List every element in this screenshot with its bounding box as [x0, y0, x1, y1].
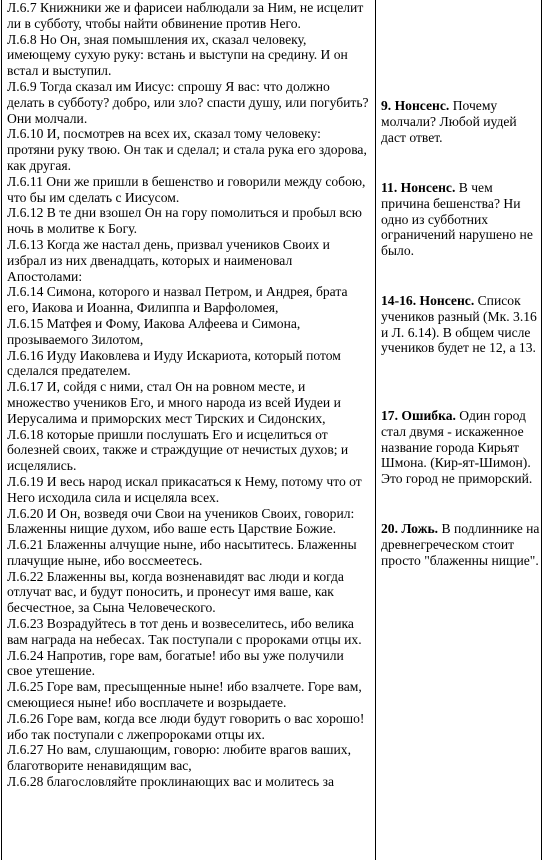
verse-6-16: Л.6.16 Иуду Иаковлева и Иуду Искариота, который потом сделался предателем.	[7, 347, 341, 379]
verse-6-24: Л.6.24 Напротив, горе вам, богатые! ибо вы уже получили свое утешение.	[7, 647, 344, 679]
verse-6-26: Л.6.26 Горе вам, когда все люди будут говорить о вас хорошо! ибо так поступали с лжепророками отцы их.	[7, 710, 365, 742]
verse-6-28: Л.6.28 благословляйте проклинающих вас и молитесь за	[7, 774, 335, 790]
note-11	[381, 180, 541, 259]
note-text: Один город стал двумя - искаженное название города Кирьят Шмона. (Кир-ят-Шимон). Это город не приморский.	[381, 408, 533, 487]
note-label: 9. Нонсенс.	[381, 98, 450, 113]
verse-column	[7, 0, 369, 790]
note-text: В чем причина бешенства? Ни одно из субботних ограничений нарушено не было.	[381, 180, 533, 259]
verse-6-25: Л.6.25 Горе вам, пресыщенные ныне! ибо взалчете. Горе вам, смеющиеся ныне! ибо восплачете и возрыдаете.	[7, 679, 362, 711]
verse-6-8: Л.6.8 Но Он, зная помышления их, сказал человеку, имеющему сухую руку: встань и выступи на средину. И он встал и выступил.	[7, 31, 348, 79]
note-text: Список учеников разный (Мк. 3.16 и Л. 6.14). В общем числе учеников будет не 12, а 13.	[381, 293, 537, 356]
note-label: 14-16. Нонсенс.	[381, 293, 475, 308]
note-label: 20. Ложь.	[381, 521, 439, 536]
verse-6-13: Л.6.13 Когда же настал день, призвал учеников Своих и избрал из них двенадцать, которых и наименовал Апостолами:	[7, 236, 330, 284]
verse-6-7: Л.6.7 Книжники же и фарисеи наблюдали за Ним, не исцелит ли в субботу, чтобы найти обвинение против Него.	[7, 0, 364, 31]
note-text: В подлиннике на древнегреческом стоит просто "блаженны нищие".	[381, 521, 540, 568]
note-17	[381, 408, 541, 487]
verse-6-12: Л.6.12 В те дни взошел Он на гору помолиться и пробыл всю ночь в молитве к Богу.	[7, 205, 362, 237]
note-text: Почему молчали? Любой иудей даст ответ.	[381, 98, 517, 145]
verse-6-22: Л.6.22 Блаженны вы, когда возненавидят вас люди и когда отлучат вас, и будут поносить, и пронесут имя ваше, как бесчестное, за Сына Человеческого.	[7, 568, 344, 616]
note-label: 17. Ошибка.	[381, 408, 456, 423]
verse-6-9: Л.6.9 Тогда сказал им Иисус: спрошу Я вас: что должно делать в субботу? добро, или зло? спасти душу, или погубить? Они молчали.	[7, 78, 369, 126]
verse-6-21: Л.6.21 Блаженны алчущие ныне, ибо насытитесь. Блаженны плачущие ныне, ибо воссмеетесь.	[7, 537, 357, 568]
verse-6-27: Л.6.27 Но вам, слушающим, говорю: любите врагов ваших, благотворите ненавидящим вас,	[7, 742, 351, 774]
column-divider	[375, 0, 376, 860]
verse-6-18: Л.6.18 которые пришли послушать Его и исцелиться от болезней своих, также и страждущие от нечистых духов; и исцелялись.	[7, 426, 349, 474]
verse-6-14: Л.6.14 Симона, которого и назвал Петром, и Андрея, брата его, Иакова и Иоанна, Филиппа и Варфоломея,	[7, 284, 348, 316]
note-label: 11. Нонсенс.	[381, 180, 456, 195]
verse-6-11: Л.6.11 Они же пришли в бешенство и говорили между собою, что бы им сделать с Иисусом.	[7, 173, 366, 205]
verse-6-15: Л.6.15 Матфея и Фому, Иакова Алфеева и Симона, прозываемого Зилотом,	[7, 315, 301, 347]
verse-6-19: Л.6.19 И весь народ искал прикасаться к Нему, потому что от Него исходила сила и исцеляла всех.	[7, 473, 362, 505]
note-14-16	[381, 293, 541, 356]
verse-6-10: Л.6.10 И, посмотрев на всех их, сказал тому человеку: протяни руку твою. Он так и сделал; и стала рука его здорова, как другая.	[7, 126, 367, 173]
verse-6-20: Л.6.20 И Он, возведя очи Свои на учеников Своих, говорил: Блаженны нищие духом, ибо ваше есть Царствие Божие.	[7, 505, 355, 537]
note-9	[381, 98, 541, 145]
verse-6-23: Л.6.23 Возрадуйтесь в тот день и возвеселитесь, ибо велика вам награда на небесах. Так поступали с пророками отцы их.	[7, 616, 362, 647]
verse-6-17: Л.6.17 И, сойдя с ними, стал Он на ровном месте, и множество учеников Его, и много народа из всей Иудеи и Иерусалима и приморских мест Тирских и Сидонских,	[7, 379, 341, 426]
note-20	[381, 521, 541, 568]
